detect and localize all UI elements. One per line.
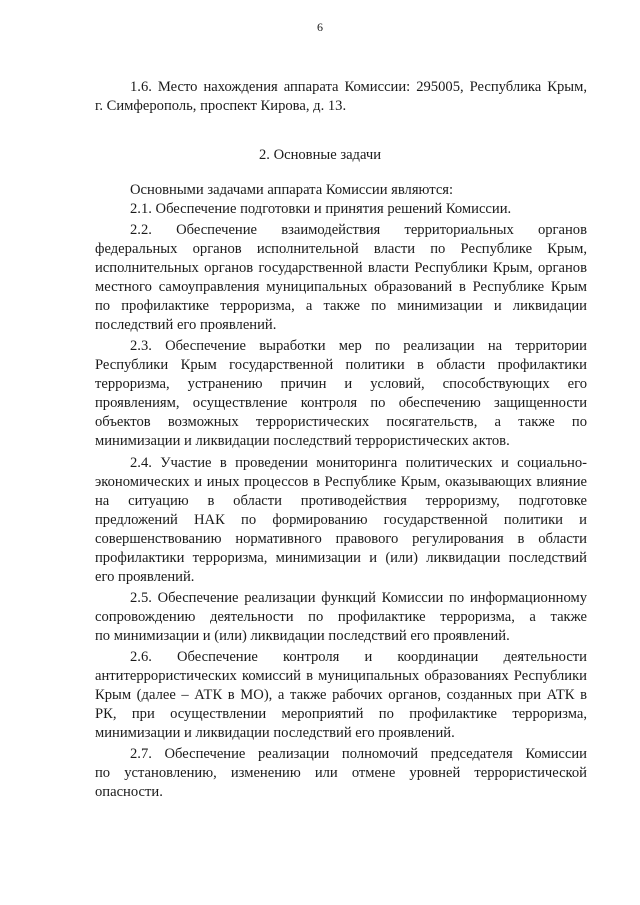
- paragraph-1-6-line-2: г. Симферополь, проспект Кирова, д. 13.: [95, 98, 347, 114]
- item-2-6-line-1: 2.6. Обеспечение контроля и координации деятельности: [130, 649, 587, 665]
- item-2-3-line-3: терроризма, устранению причин и условий, способствующих его: [95, 376, 587, 392]
- item-2-4-line-1: 2.4. Участие в проведении мониторинга политических и социально-: [130, 455, 587, 471]
- item-2-2-line-2: федеральных органов исполнительной власти по Республике Крым,: [95, 241, 587, 257]
- item-2-6-line-4: РК, при осуществлении мероприятий по профилактике терроризма,: [95, 706, 587, 722]
- item-2-7-line-2: по установлению, изменению или отмене уровней террористической: [95, 765, 587, 781]
- item-2-2-line-1: 2.2. Обеспечение взаимодействия территориальных органов: [130, 222, 587, 238]
- section-heading: 2. Основные задачи: [258, 147, 382, 163]
- item-2-2-line-4: местного самоуправления муниципальных образований в Республике Крым: [95, 279, 587, 295]
- item-2-5-line-2: сопровождению деятельности по профилактике терроризма, а также: [95, 609, 587, 625]
- item-2-3-line-1: 2.3. Обеспечение выработки мер по реализации на территории: [130, 338, 587, 354]
- item-2-4-line-5: совершенствованию нормативного правового регулирования в области: [95, 531, 587, 547]
- item-2-1: 2.1. Обеспечение подготовки и принятия решений Комиссии.: [130, 201, 512, 217]
- item-2-6-line-2: антитеррористических комиссий в муниципальных образованиях Республики: [95, 668, 587, 684]
- item-2-7-line-1: 2.7. Обеспечение реализации полномочий председателя Комиссии: [130, 746, 587, 762]
- item-2-2-line-3: исполнительных органов государственной власти Республики Крым, органов: [95, 260, 587, 276]
- item-2-2-line-6: последствий его проявлений.: [95, 317, 277, 333]
- paragraph-1-6-line-1: 1.6. Место нахождения аппарата Комиссии: 295005, Республика Крым,: [130, 79, 587, 95]
- item-2-3-line-6: минимизации и ликвидации последствий террористических актов.: [95, 433, 510, 449]
- item-2-4-line-7: его проявлений.: [95, 569, 195, 585]
- item-2-5-line-1: 2.5. Обеспечение реализации функций Комиссии по информационному: [130, 590, 587, 606]
- item-2-6-line-3: Крым (далее – АТК в МО), а также рабочих органов, созданных при АТК в: [95, 687, 587, 703]
- item-2-4-line-3: на ситуацию в области противодействия терроризму, подготовке: [95, 493, 587, 509]
- item-2-5-line-3: по минимизации и (или) ликвидации последствий его проявлений.: [95, 628, 510, 644]
- item-2-2-line-5: по профилактике терроризма, а также по минимизации и ликвидации: [95, 298, 587, 314]
- item-2-4-line-4: предложений НАК по формированию государственной политики и: [95, 512, 587, 528]
- item-2-4-line-2: экономических и иных процессов в Республике Крым, оказывающих влияние: [95, 474, 587, 490]
- item-2-3-line-5: объектов возможных террористических посягательств, а также по: [95, 414, 587, 430]
- item-2-3-line-2: Республики Крым государственной политики в области профилактики: [95, 357, 587, 373]
- item-2-3-line-4: проявлениям, осуществление контроля по обеспечению защищенности: [95, 395, 587, 411]
- item-2-6-line-5: минимизации и ликвидации последствий его проявлений.: [95, 725, 455, 741]
- page-number: 6: [317, 20, 323, 34]
- intro-text: Основными задачами аппарата Комиссии являются:: [130, 182, 454, 198]
- item-2-4-line-6: профилактики терроризма, минимизации и (или) ликвидации последствий: [95, 550, 587, 566]
- item-2-7-line-3: опасности.: [95, 784, 163, 800]
